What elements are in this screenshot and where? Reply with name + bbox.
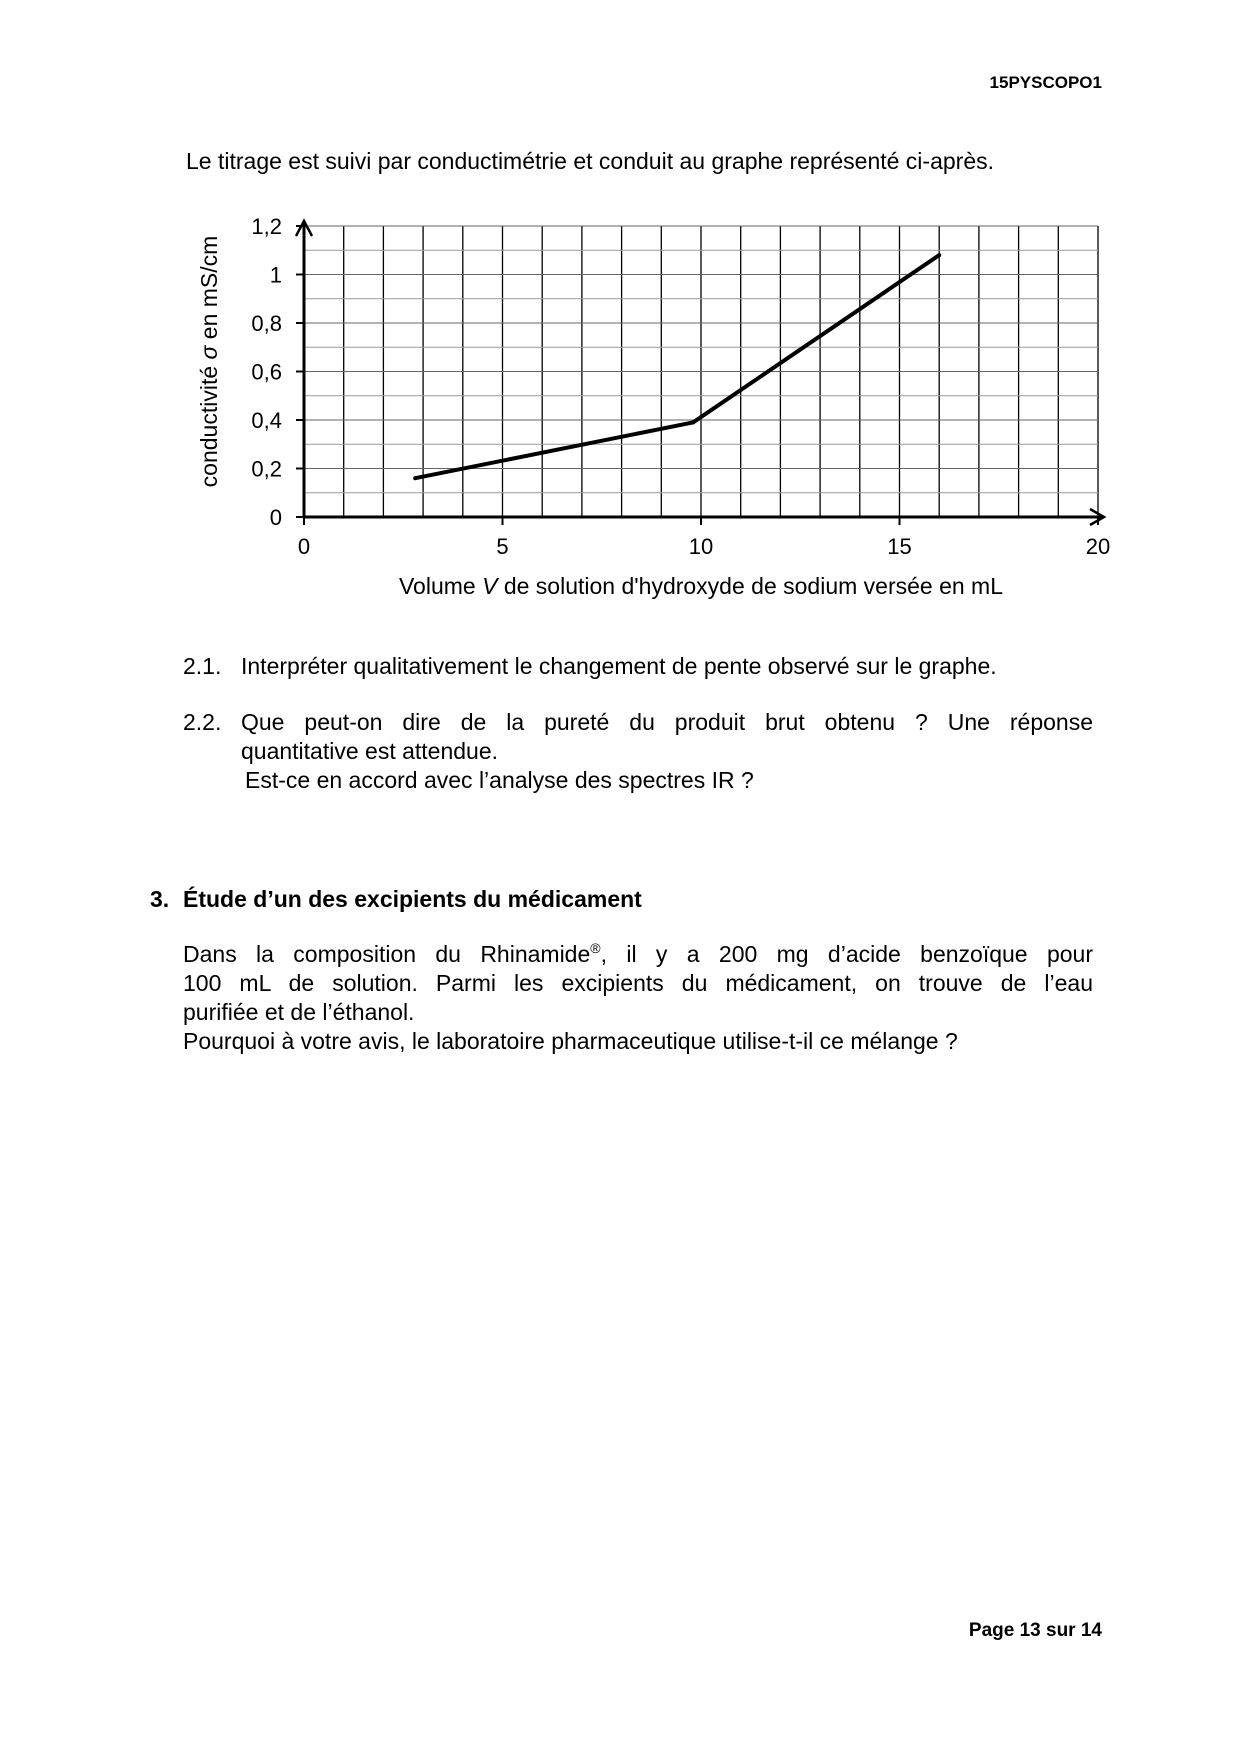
paragraph-text: , il y a 200 mg d’acide benzoïque pour (600, 941, 1093, 967)
question-2-2 (183, 708, 1093, 804)
paragraph-line: purifiée et de l’éthanol. (183, 999, 415, 1025)
x-axis-label-variable: V (482, 573, 498, 599)
registered-mark: ® (590, 940, 601, 956)
y-axis-label-prefix: conductivité (196, 359, 222, 488)
x-axis-label (399, 573, 1003, 599)
y-tick-label: 0,6 (251, 359, 282, 385)
section-title: Étude d’un des excipients du médicament (183, 886, 642, 912)
paragraph-line: Pourquoi à votre avis, le laboratoire pharmaceutique utilise-t-il ce mélange ? (183, 1028, 958, 1054)
question-2-1 (183, 652, 1093, 692)
y-tick-label: 1 (269, 262, 282, 288)
x-axis-label-prefix: Volume (398, 573, 483, 599)
paragraph-line: 100 mL de solution. Parmi les excipients du médicament, on trouve de l’eau (183, 970, 1093, 996)
y-axis-label (196, 236, 222, 488)
paragraph-text: Dans la composition du Rhinamide (183, 941, 591, 967)
x-tick-label: 5 (496, 534, 509, 559)
x-tick-label: 20 (1085, 534, 1111, 559)
data-point (413, 476, 417, 480)
question-text-line: quantitative est attendue. (241, 738, 499, 764)
section-number: 3. (150, 886, 170, 912)
y-tick-label: 0,2 (251, 456, 282, 482)
data-point (691, 420, 695, 424)
x-tick-label: 15 (887, 534, 912, 559)
question-number: 2.1. (183, 653, 222, 679)
document-code: 15PYSCOPO1 (989, 73, 1102, 92)
question-text: Interpréter qualitativement le changement de pente observé sur le graphe. (241, 653, 997, 679)
y-axis-label-suffix: en mS/cm (196, 235, 222, 346)
question-text-line: Que peut-on dire de la pureté du produit brut obtenu ? Une réponse (241, 709, 1093, 735)
x-tick-label: 0 (297, 534, 311, 559)
y-tick-label: 0,4 (251, 408, 282, 433)
intro-text: Le titrage est suivi par conductimétrie et conduit au graphe représenté ci-après. (186, 148, 994, 174)
x-tick-label: 10 (688, 534, 714, 559)
y-tick-label: 0,8 (251, 311, 282, 336)
question-number: 2.2. (183, 709, 222, 735)
page-number: Page 13 sur 14 (968, 1620, 1102, 1641)
y-tick-label: 1,2 (251, 214, 282, 239)
x-axis-label-suffix: de solution d'hydroxyde de sodium versée en mL (497, 573, 1004, 599)
section-3-heading (150, 886, 642, 913)
conductivity-chart (180, 210, 1120, 610)
section-3-paragraph (183, 940, 1093, 1056)
y-axis-label-variable: σ (196, 345, 222, 360)
paragraph-line (183, 940, 1093, 969)
y-tick-label: 0 (269, 505, 282, 530)
question-text-line: Est-ce en accord avec l’analyse des spectres IR ? (245, 767, 754, 793)
data-point (937, 253, 941, 257)
